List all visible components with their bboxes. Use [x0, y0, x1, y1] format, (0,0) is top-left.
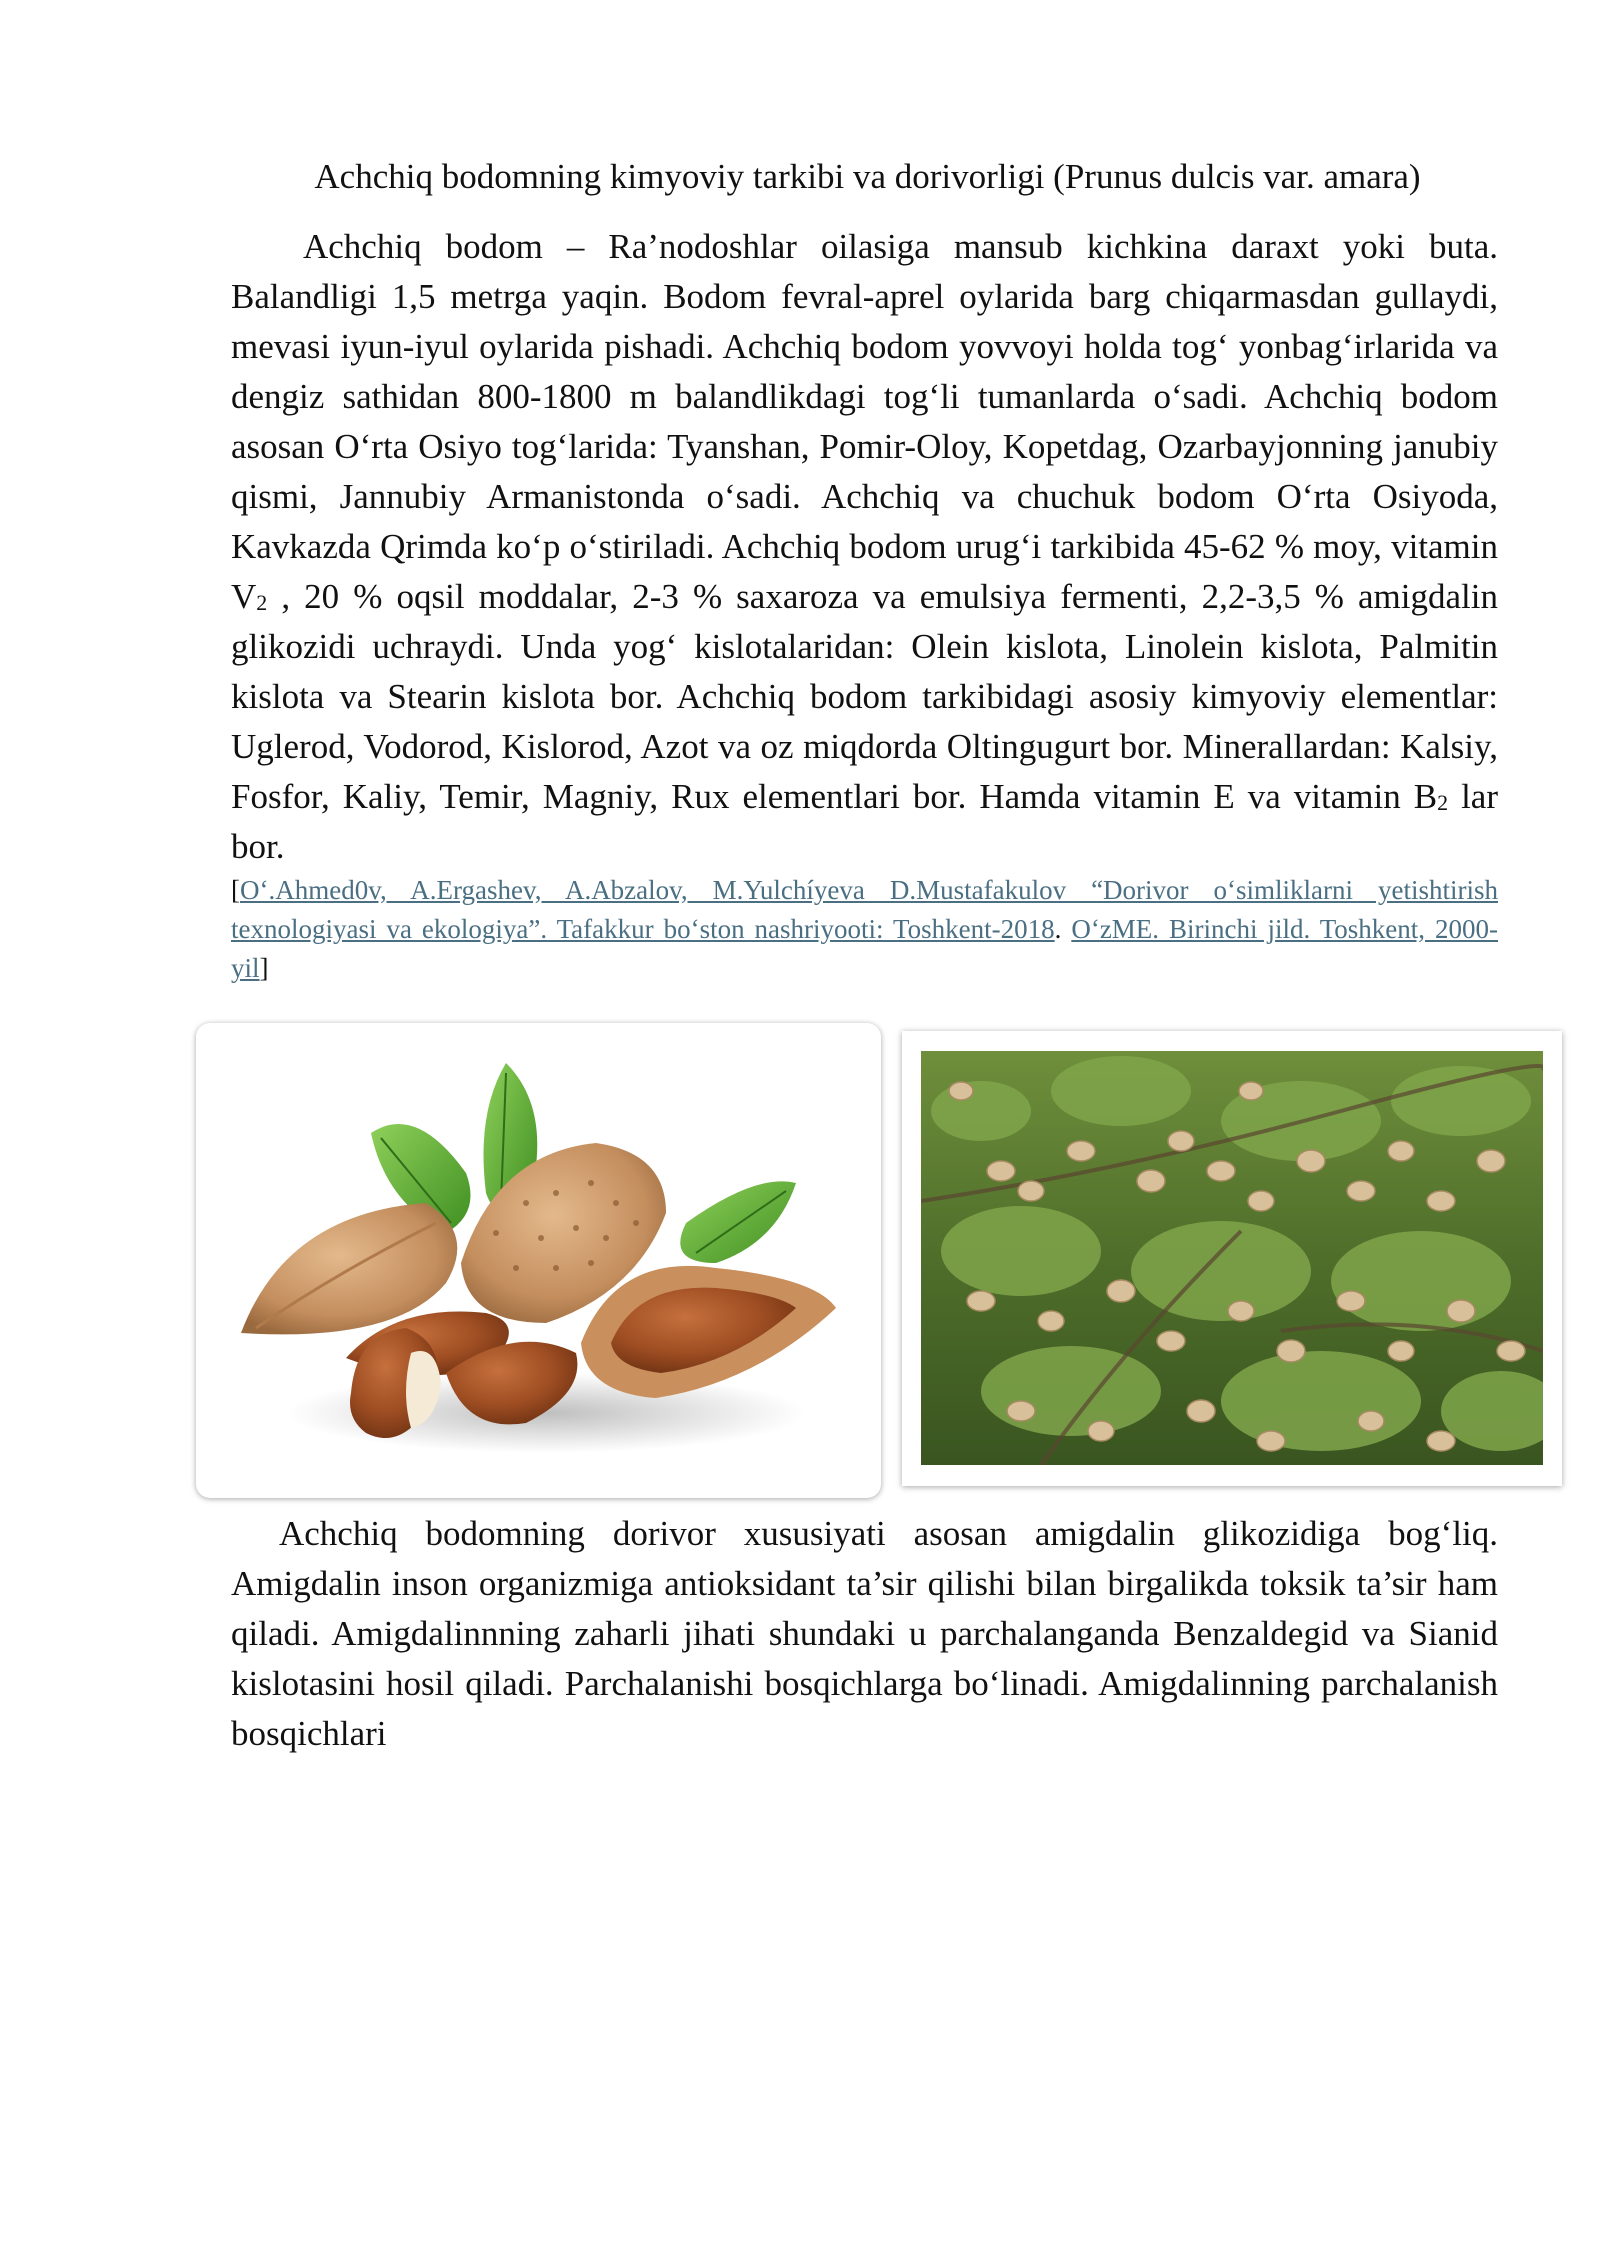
- paragraph-medicinal: Achchiq bodomning dorivor xususiyati asosan amigdalin glikozidiga bog‘liq. Amigdalin inson organizmiga antioksidant ta’sir qilishi bilan birgalikda toksik ta’sir ham qiladi. Amigdalinnning zaharli jihati shundaki u parchalanganda Benzaldegid va Sianid kislotasini hosil qiladi. Parchalanishi bosqichlarga bo‘linadi. Amigdalinning parchalanish bosqichlari: [231, 1514, 1498, 1753]
- paragraph-text-1: Achchiq bodom – Ra’nodoshlar oilasiga mansub kichkina daraxt yoki buta. Balandligi 1,5 metrga yaqin. Bodom fevral-aprel oylarida barg chiqarmasdan gullaydi, mevasi iyun-iyul oylarida pishadi. Achchiq bodom yovvoyi holda tog‘ yonbag‘irlarida va dengiz sathidan 800-1800 m balandlikdagi tog‘li tumanlarda o‘sadi. Achchiq bodom asosan O‘rta Osiyo tog‘larida: Tyanshan, Pomir-Oloy, Kopetdag, Ozarbayjonning janubiy qismi, Jannubiy Armanistonda o‘sadi. Achchiq va chuchuk bodom O‘rta Osiyoda, Kavkazda Qrimda ko‘p o‘stiriladi. Achchiq bodom urug‘i tarkibida 45-62 % moy, vitamin V: [231, 227, 1498, 616]
- subscript-v: 2: [256, 590, 268, 615]
- ref-open-bracket: [: [231, 875, 240, 905]
- almond-tree-illustration: [921, 1051, 1543, 1465]
- almond-tree-image: [902, 1031, 1562, 1486]
- ref-separator: .: [1054, 914, 1072, 944]
- paragraph-text-3: lar bor.: [231, 777, 1498, 866]
- references: [231, 871, 1498, 988]
- paragraph-description: [231, 222, 1498, 872]
- almond-nuts-illustration: [196, 1023, 881, 1498]
- paragraph-text-2: , 20 % oqsil moddalar, 2-3 % saxaroza va emulsiya fermenti, 2,2-3,5 % amigdalin glikozidi uchraydi. Unda yog‘ kislotalaridan: Olein kislota, Linolein kislota, Palmitin kislota va Stearin kislota bor. Achchiq bodom tarkibidagi asosiy kimyoviy elementlar: Uglerod, Vodorod, Kislorod, Azot va oz miqdorda Oltingugurt bor. Minerallardan: Kalsiy, Fosfor, Kaliy, Temir, Magniy, Rux elementlari bor. Hamda vitamin E va vitamin B: [231, 577, 1498, 816]
- ref-close-bracket: ]: [259, 953, 269, 983]
- reference-link-1[interactable]: O‘.Ahmed0v, A.Ergashev, A.Abzalov, M.Yulchíyeva D.Mustafakulov “Dorivor o‘simliklarni yetishtirish texnologiyasi va ekologiya”. Tafakkur bo‘ston nashriyooti: Toshkent-2018: [231, 875, 1498, 944]
- document-title: Achchiq bodomning kimyoviy tarkibi va dorivorligi (Prunus dulcis var. amara): [314, 157, 1421, 196]
- reference-link-2[interactable]: O‘zME. Birinchi jild. Toshkent, 2000-yil: [231, 914, 1498, 983]
- almond-nuts-image: [196, 1023, 881, 1498]
- subscript-b: 2: [1437, 790, 1449, 815]
